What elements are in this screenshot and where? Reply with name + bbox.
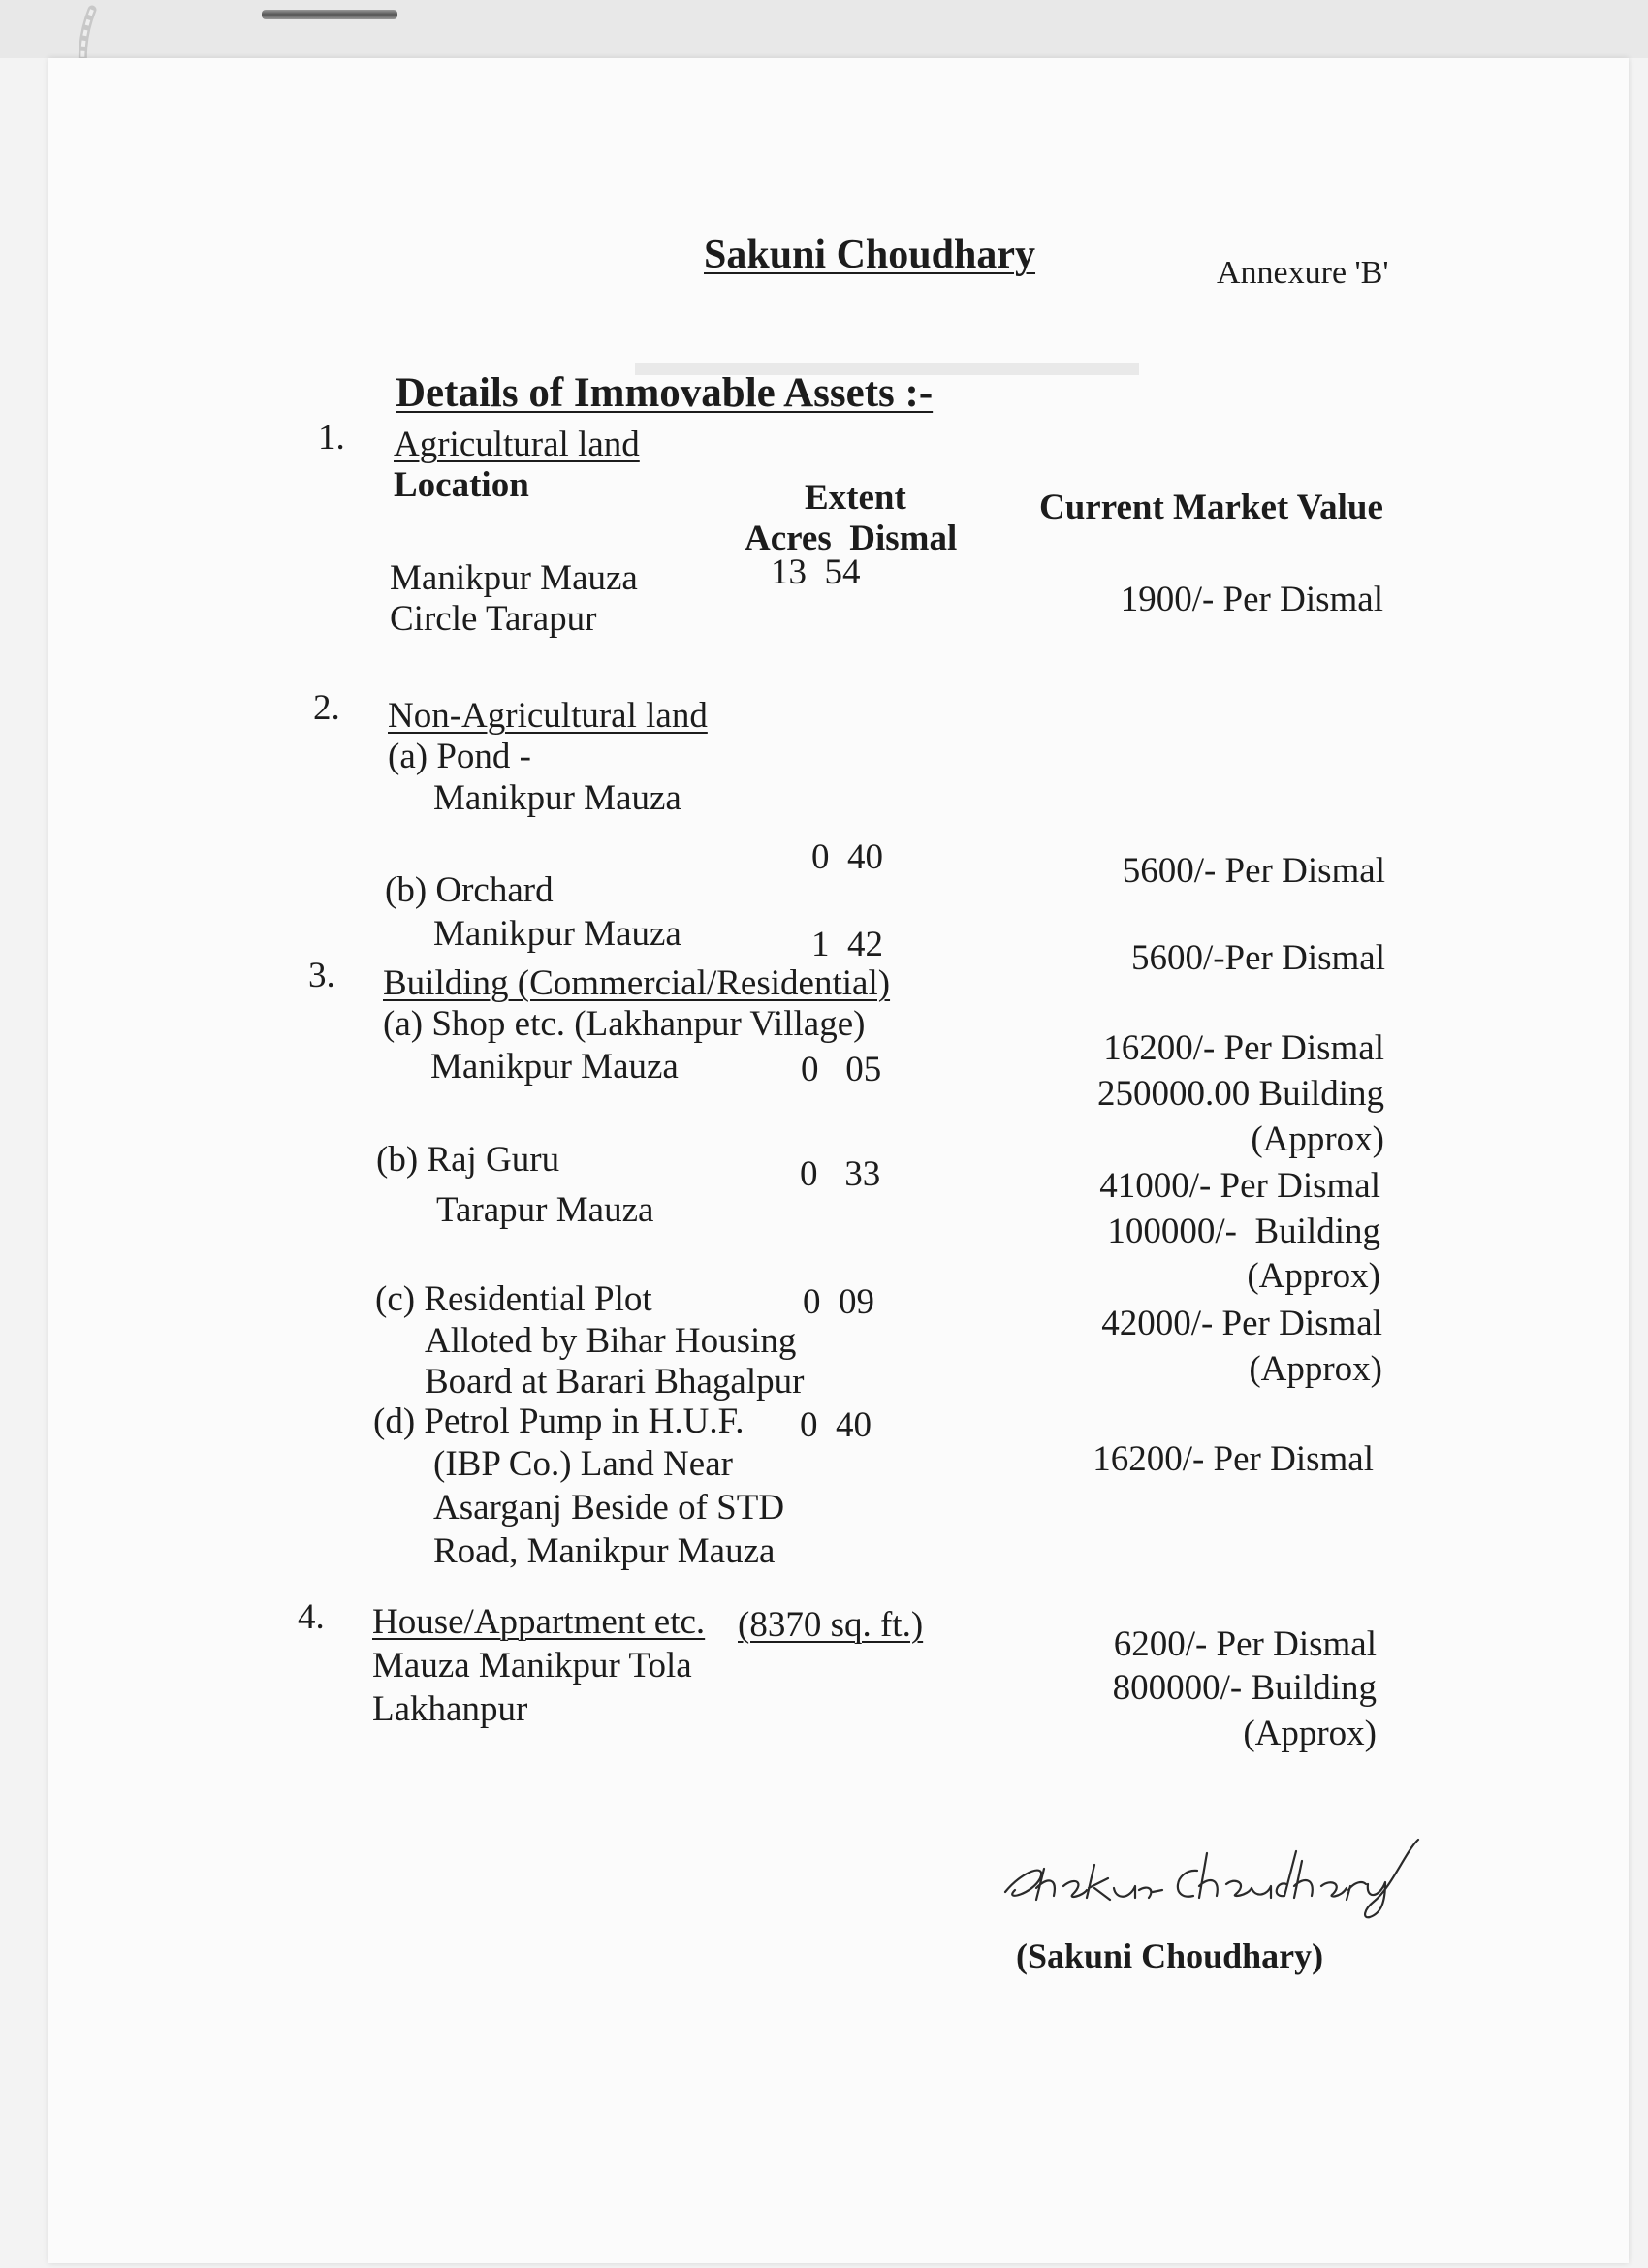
market-value-note: (Approx) <box>1249 1349 1382 1389</box>
market-value: 6200/- Per Dismal <box>1113 1624 1377 1664</box>
item-title: Agricultural land <box>394 425 640 464</box>
location-text: Manikpur Mauza <box>430 1047 679 1087</box>
item-title: House/Appartment etc. <box>372 1602 706 1642</box>
column-header-acres-dismal: Acres Dismal <box>745 519 958 558</box>
item-number: 3. <box>308 956 335 995</box>
location-text: (IBP Co.) Land Near <box>433 1444 733 1484</box>
sub-item-label: (a) Shop etc. (Lakhanpur Village) <box>383 1004 866 1044</box>
market-value: 41000/- Per Dismal <box>1099 1166 1380 1206</box>
location-text: Manikpur Mauza <box>433 914 681 954</box>
extent-value: 0 33 <box>800 1154 881 1194</box>
sub-item-label: (b) Raj Guru <box>376 1140 560 1180</box>
page-title: Sakuni Choudhary <box>704 233 1036 277</box>
location-text: Mauza Manikpur Tola <box>372 1646 692 1685</box>
extent-value: 0 40 <box>800 1405 872 1445</box>
location-text: Road, Manikpur Mauza <box>433 1531 776 1571</box>
market-value: 16200/- Per Dismal <box>1093 1439 1374 1479</box>
market-value: 800000/- Building <box>1112 1668 1377 1708</box>
sub-item-label: (a) Pond - <box>388 737 531 776</box>
market-value-note: (Approx) <box>1251 1119 1384 1159</box>
extent-value: 0 05 <box>801 1050 882 1089</box>
market-value: 100000/- Building <box>1107 1212 1380 1251</box>
item-area: (8370 sq. ft.) <box>738 1605 924 1645</box>
location-text: Board at Barari Bhagalpur <box>425 1362 805 1402</box>
sub-item-label: (c) Residential Plot <box>375 1279 652 1319</box>
market-value: 5600/- Per Dismal <box>1122 851 1385 891</box>
item-number: 2. <box>313 688 340 728</box>
market-value-note: (Approx) <box>1243 1714 1377 1753</box>
sub-item-label: (d) Petrol Pump in H.U.F. <box>373 1402 745 1441</box>
market-value: 5600/-Per Dismal <box>1130 938 1385 978</box>
sub-item-label: (b) Orchard <box>385 870 554 910</box>
section-title: Details of Immovable Assets :- <box>396 370 934 416</box>
show-through-text: ▬▬▬▬▬▬▬▬▬▬▬▬▬ <box>635 340 1139 384</box>
extent-value: 0 40 <box>811 837 883 877</box>
item-title: Building (Commercial/Residential) <box>383 963 891 1003</box>
scan-background-strip <box>0 0 1648 58</box>
market-value: 16200/- Per Dismal <box>1103 1028 1384 1068</box>
market-value: 42000/- Per Dismal <box>1101 1304 1382 1343</box>
location-text: Manikpur Mauza <box>433 778 681 818</box>
extent-value: 1 42 <box>811 925 883 964</box>
location-text: Lakhanpur <box>372 1689 528 1729</box>
column-header-location: Location <box>394 465 529 505</box>
location-text: Circle Tarapur <box>390 599 597 639</box>
market-value-note: (Approx) <box>1247 1256 1380 1296</box>
signatory-name: (Sakuni Choudhary) <box>1016 1937 1324 1975</box>
document-page <box>48 58 1629 2263</box>
pin-icon <box>262 10 397 19</box>
column-header-value: Current Market Value <box>1039 488 1383 527</box>
market-value: 1900/- Per Dismal <box>1120 580 1383 619</box>
column-header-extent: Extent <box>805 478 906 518</box>
item-number: 4. <box>298 1597 325 1637</box>
handwritten-signature <box>994 1812 1430 1919</box>
location-text: Manikpur Mauza <box>390 558 638 598</box>
annexure-label: Annexure 'B' <box>1217 255 1389 291</box>
item-number: 1. <box>318 418 345 457</box>
location-text: Alloted by Bihar Housing <box>425 1321 797 1361</box>
extent-value: 0 09 <box>803 1282 874 1322</box>
location-text: Asarganj Beside of STD <box>433 1488 785 1528</box>
location-text: Tarapur Mauza <box>436 1190 654 1230</box>
item-title: Non-Agricultural land <box>388 696 708 736</box>
extent-value: 13 54 <box>771 552 861 592</box>
market-value: 250000.00 Building <box>1096 1074 1384 1114</box>
